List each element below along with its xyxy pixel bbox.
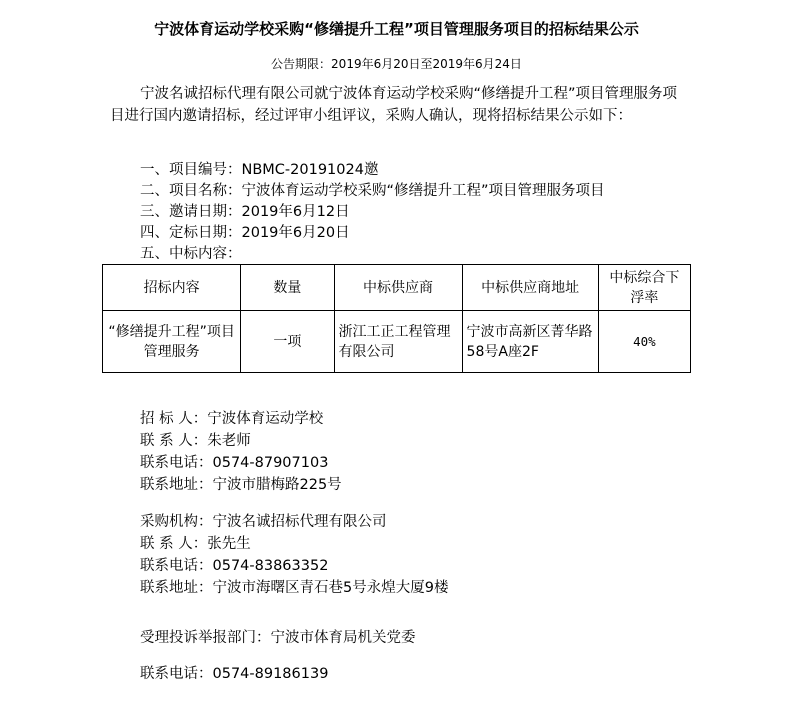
complaint-phone: 联系电话：0574-89186139 [140, 666, 329, 682]
item-award-content: 五、中标内容： [140, 246, 242, 262]
header-quantity: 数量 [241, 265, 334, 311]
item-invitation-date: 三、邀请日期：2019年6月12日 [140, 204, 350, 220]
cell-quantity: 一项 [241, 311, 334, 373]
table-header-row [103, 265, 691, 311]
item-project-number: 一、项目编号：NBMC-20191024邀 [140, 162, 379, 178]
complaint-dept: 受理投诉举报部门：宁波市体育局机关党委 [140, 630, 416, 646]
tenderer-phone: 联系电话：0574-87907103 [140, 455, 329, 471]
table-row [103, 311, 691, 373]
cell-discount-rate: 40% [598, 311, 690, 373]
item-award-date: 四、定标日期：2019年6月20日 [140, 225, 350, 241]
header-supplier: 中标供应商 [334, 265, 462, 311]
header-discount-rate: 中标综合下浮率 [598, 265, 690, 311]
item-project-name: 二、项目名称：宁波体育运动学校采购“修缮提升工程”项目管理服务项目 [140, 183, 605, 199]
cell-supplier: 浙江工正工程管理有限公司 [334, 311, 462, 373]
agency-contact-block [140, 511, 448, 599]
tenderer-contact-person: 联 系 人：朱老师 [140, 433, 251, 449]
agency-address: 联系地址：宁波市海曙区青石巷5号永煌大厦9楼 [140, 580, 449, 596]
page-title: 宁波体育运动学校采购“修缮提升工程”项目管理服务项目的招标结果公示 [154, 20, 639, 38]
tenderer-address: 联系地址：宁波市腊梅路225号 [140, 477, 342, 493]
tenderer-contact-block [140, 408, 342, 496]
cell-tender-content: “修缮提升工程”项目管理服务 [103, 311, 241, 373]
notice-period: 公告期限：2019年6月20日至2019年6月24日 [271, 57, 522, 71]
agency-phone: 联系电话：0574-83863352 [140, 558, 329, 574]
intro-paragraph: 宁波名诚招标代理有限公司就宁波体育运动学校采购“修缮提升工程”项目管理服务项目进行国内邀请招标，经过评审小组评议，采购人确认，现将招标结果公示如下： [110, 86, 678, 124]
project-info-list [140, 160, 605, 265]
tenderer-name: 招 标 人：宁波体育运动学校 [140, 411, 324, 427]
award-result-table [102, 264, 691, 373]
cell-supplier-address: 宁波市高新区菁华路58号A座2F [462, 311, 598, 373]
header-tender-content: 招标内容 [103, 265, 241, 311]
header-supplier-address: 中标供应商地址 [462, 265, 598, 311]
agency-contact-person: 联 系 人：张先生 [140, 536, 251, 552]
agency-name: 采购机构：宁波名诚招标代理有限公司 [140, 514, 387, 530]
